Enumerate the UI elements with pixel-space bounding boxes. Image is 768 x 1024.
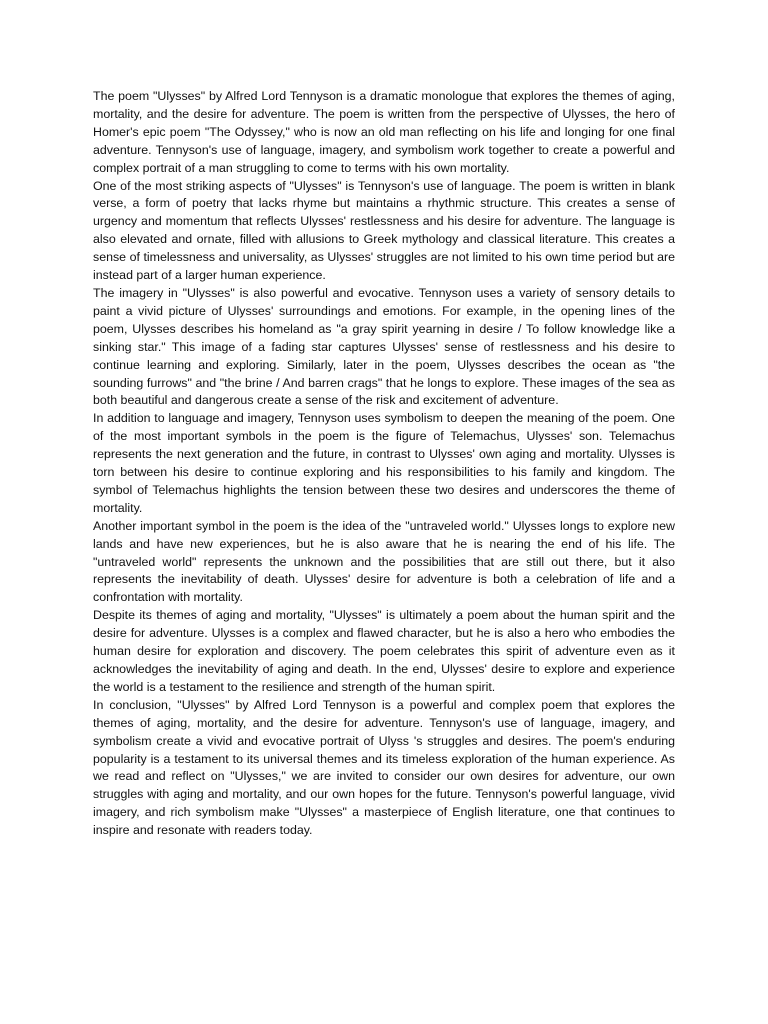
- paragraph-introduction: The poem "Ulysses" by Alfred Lord Tennyson is a dramatic monologue that explores the themes of aging, mortality, and the desire for adventure. The poem is written from the perspective of Ulysses, the hero of Homer's epic poem "The Odyssey," who is now an old man reflecting on his life and longing for one final adventure. Tennyson's use of language, imagery, and symbolism work together to create a powerful and complex portrait of a man struggling to come to terms with his own mortality.: [93, 89, 675, 175]
- paragraph-conclusion: In conclusion, "Ulysses" by Alfred Lord Tennyson is a powerful and complex poem that explores the themes of aging, mortality, and the desire for adventure. Tennyson's use of language, imagery, and symbolism create a vivid and evocative portrait of Ulyss 's struggles and desires. The poem's enduring popularity is a testament to its universal themes and its timeless exploration of the human experience. As we read and reflect on "Ulysses," we are invited to consider our own desires for adventure, our own struggles with aging and mortality, and our own hopes for the future. Tennyson's powerful language, vivid imagery, and rich symbolism make "Ulysses" a masterpiece of English literature, one that continues to inspire and resonate with readers today.: [93, 697, 675, 838]
- paragraph-language: One of the most striking aspects of "Ulysses" is Tennyson's use of language. The poem is written in blank verse, a form of poetry that lacks rhyme but maintains a rhythmic structure. This creates a sense of urgency and momentum that reflects Ulysses' restlessness and his desire for adventure. The language is also elevated and ornate, filled with allusions to Greek mythology and classical literature. This creates a sense of timelessness and universality, as Ulysses' struggles are not limited to his own time period but are instead part of a larger human experience.: [93, 178, 675, 283]
- paragraph-human-spirit: Despite its themes of aging and mortality, "Ulysses" is ultimately a poem about the human spirit and the desire for adventure. Ulysses is a complex and flawed character, but he is also a hero who embodies the human desire for exploration and discovery. The poem celebrates this spirit of adventure even as it acknowledges the inevitability of aging and death. In the end, Ulysses' desire to explore and experience the world is a testament to the resilience and strength of the human spirit.: [93, 608, 675, 694]
- paragraph-symbolism-untraveled-world: Another important symbol in the poem is the idea of the "untraveled world." Ulysses longs to explore new lands and have new experiences, but he is also aware that he is nearing the end of his life. The "untraveled world" represents the unknown and the possibilities that are still out there, but it also represents the inevitability of death. Ulysses' desire for adventure is both a celebration of life and a confrontation with mortality.: [93, 518, 675, 605]
- paragraph-imagery: The imagery in "Ulysses" is also powerful and evocative. Tennyson uses a variety of sensory details to paint a vivid picture of Ulysses' surroundings and emotions. For example, in the opening lines of the poem, Ulysses describes his homeland as "a gray spirit yearning in desire / To follow knowledge like a sinking star." This image of a fading star captures Ulysses' sense of restlessness and his desire to continue learning and exploring. Similarly, later in the poem, Ulysses describes the ocean as "the sounding furrows" and "the brine / And barren crags" that he longs to explore. These images of the sea as both beautiful and dangerous create a sense of the risk and excitement of adventure.: [93, 285, 675, 408]
- paragraph-symbolism-telemachus: In addition to language and imagery, Tennyson uses symbolism to deepen the meaning of the poem. One of the most important symbols in the poem is the figure of Telemachus, Ulysses' son. Telemachus represents the next generation and the future, in contrast to Ulysses' own aging and mortality. Ulysses is torn between his desire to continue exploring and his responsibilities to his family and kingdom. The symbol of Telemachus highlights the tension between these two desires and underscores the theme of mortality.: [93, 411, 675, 515]
- document-body: [93, 88, 675, 840]
